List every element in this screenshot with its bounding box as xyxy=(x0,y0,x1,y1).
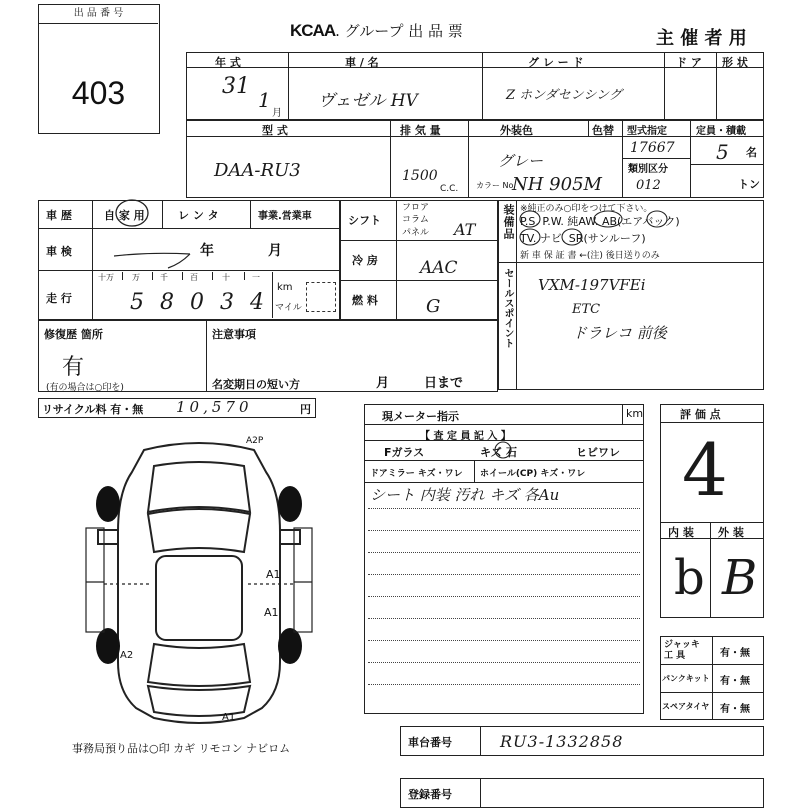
stone-circle-mark xyxy=(492,440,514,460)
shift-value: AT xyxy=(454,220,476,239)
equipment-label: 装備品 xyxy=(502,204,515,240)
mileage-digit: 0 xyxy=(190,290,204,315)
car-name-label: 車 / 名 xyxy=(345,56,379,69)
shift-panel: パネル xyxy=(402,228,430,238)
digit-10k: 万 xyxy=(132,273,140,282)
lot-number-label: 出 品 番 号 xyxy=(39,5,158,24)
car-diagram xyxy=(84,432,314,732)
mileage-label: 走 行 xyxy=(46,292,72,305)
name-change-month: 月 xyxy=(376,376,390,391)
door-label: ド ア xyxy=(676,56,702,69)
mirror-label: ドアミラー キズ・ワレ xyxy=(370,469,463,479)
header-title-text: . グループ 出 品 票 xyxy=(335,22,463,40)
inspection-year-label: 年 xyxy=(200,243,214,259)
organizer-label: 主 催 者 用 xyxy=(656,28,747,49)
history-business: 事業.営業車 xyxy=(258,211,312,222)
private-circle-mark xyxy=(112,196,152,230)
interior-label: 内 装 xyxy=(668,526,694,539)
spare-tire-label: スペアタイヤ xyxy=(662,702,710,711)
damage-mark: A1 xyxy=(264,606,279,619)
interior-value: b xyxy=(674,550,705,606)
meter-unit: km xyxy=(626,407,644,420)
era-year: 31 xyxy=(222,74,250,99)
ac-value: AAC xyxy=(420,258,458,278)
recycle-value: 10,570 xyxy=(176,398,253,416)
color-no-label: カラー No. xyxy=(476,181,516,190)
model-label: 型 式 xyxy=(262,124,288,137)
equipment-line-3: 新 車 保 証 書 ←(注) 後日送りのみ xyxy=(520,251,660,261)
cc-unit: C.C. xyxy=(440,184,459,194)
shift-label: シフト xyxy=(348,214,381,227)
history-rental: レ ン タ xyxy=(178,209,219,222)
color-no-value: NH 905M xyxy=(512,174,602,195)
equipment-line-2: TV. ナビ. SR(サンルーフ) xyxy=(520,232,646,245)
glass-scratch: キズ xyxy=(480,446,502,459)
grade-value: Z ホンダセンシング xyxy=(506,88,622,103)
km-label: km xyxy=(277,282,293,293)
digit-100: 百 xyxy=(190,273,198,282)
exterior-label: 外 装 xyxy=(718,526,744,539)
shape-label: 形 状 xyxy=(722,56,748,69)
type-designation-label: 型式指定 xyxy=(627,126,667,137)
history-label: 車 歴 xyxy=(46,209,72,222)
glass-label: Fガラス xyxy=(384,446,425,459)
lot-number: 403 xyxy=(71,75,126,111)
glass-crack: ヒビワレ xyxy=(576,446,620,459)
notes-label: 注意事項 xyxy=(212,328,256,341)
inspection-dash-mark xyxy=(110,244,220,274)
displacement-label: 排 気 量 xyxy=(400,124,441,137)
sales-point-line: ETC xyxy=(572,302,601,317)
damage-mark: A2P xyxy=(246,436,264,446)
class-value: 012 xyxy=(636,178,661,193)
shift-column: コラム xyxy=(402,215,429,225)
shift-floor: フロア xyxy=(402,203,430,213)
inspection-month-label: 月 xyxy=(268,243,282,259)
mile-checkbox[interactable] xyxy=(306,282,336,312)
year-label: 年 式 xyxy=(215,56,241,69)
digit-1: 一 xyxy=(252,273,260,282)
name-change-label: 名変期日の短い方 xyxy=(212,378,300,391)
score-value: 4 xyxy=(682,428,728,512)
inspector-label: 【 査 定 員 記 入 】 xyxy=(420,431,511,442)
equipment-circle-marks xyxy=(516,208,764,248)
color-label: 外装色 xyxy=(500,124,533,137)
puncture-kit-label: パンクキット xyxy=(662,674,710,683)
wheel-label: ホイール(CP) キズ・ワレ xyxy=(480,469,586,479)
inspector-note: シート 内装 汚れ キズ 各Au xyxy=(370,486,560,504)
mileage-digit: 4 xyxy=(250,290,264,315)
fuel-label: 燃 料 xyxy=(352,294,378,307)
sales-point-label: セールスポイント xyxy=(502,268,513,348)
mile-label: マイル xyxy=(275,303,302,313)
puncture-kit-value: 有・無 xyxy=(720,676,750,687)
equipment-note: ※純正のみ○印をつけて下さい。 xyxy=(520,204,653,214)
repair-note: (有の場合は○印を) xyxy=(46,383,124,393)
month-value: 1 xyxy=(258,88,271,112)
model-value: DAA-RU3 xyxy=(214,160,301,181)
displacement-value: 1500 xyxy=(402,168,438,184)
meter-label: 現メーター指示 xyxy=(382,410,459,423)
damage-mark: A1 xyxy=(266,568,281,581)
brand-logo: KCAA xyxy=(290,21,336,40)
damage-mark: A2 xyxy=(120,650,134,661)
exterior-value: B xyxy=(722,550,758,606)
fuel-value: G xyxy=(426,296,441,317)
color-value: グレー xyxy=(498,152,544,170)
sales-point-line: ドラレコ 前後 xyxy=(572,324,667,342)
inspection-label: 車 検 xyxy=(46,245,72,258)
mileage-digit: 3 xyxy=(220,290,234,315)
chassis-value: RU3-1332858 xyxy=(500,732,624,751)
diagram-footer: 事務局預り品は○印 カギ リモコン ナビロム xyxy=(72,742,291,755)
chassis-label: 車台番号 xyxy=(408,736,452,749)
repair-label: 修復歴 箇所 xyxy=(44,328,103,341)
registration-box xyxy=(400,778,764,808)
glass-stone: 石 xyxy=(506,446,517,459)
ton-unit: トン xyxy=(738,178,760,191)
name-change-day: 日まで xyxy=(424,376,464,391)
registration-label: 登録番号 xyxy=(408,788,452,801)
header-title xyxy=(290,20,463,41)
sales-point-line: VXM-197VFEi xyxy=(538,276,646,294)
mileage-digit: 5 xyxy=(130,290,144,315)
damage-mark: A1 xyxy=(222,712,236,723)
score-label: 評 価 点 xyxy=(680,408,721,421)
capacity-label: 定員・積載 xyxy=(696,126,746,137)
jack-label: ジャッキ 工 具 xyxy=(664,640,700,661)
digit-10: 十 xyxy=(222,273,230,282)
history-private: 自 家 用 xyxy=(104,209,145,222)
equipment-line-1: P.S. P.W. 純AW. AB(エアバック) xyxy=(520,215,680,228)
recycle-label: リサイクル料 有・無 xyxy=(42,403,144,416)
recycle-unit: 円 xyxy=(300,403,311,416)
jack-value: 有・無 xyxy=(720,648,750,659)
grade-label: グ レ ー ド xyxy=(528,56,584,69)
capacity-value: 5 xyxy=(716,140,729,164)
capacity-unit: 名 xyxy=(746,146,757,159)
digit-1k: 千 xyxy=(160,273,168,282)
class-label: 類別区分 xyxy=(628,164,668,175)
type-designation-value: 17667 xyxy=(630,140,675,156)
ac-label: 冷 房 xyxy=(352,254,378,267)
month-suffix: 月 xyxy=(272,108,282,119)
digit-100k: 十万 xyxy=(98,273,114,282)
car-name-value: ヴェゼル HV xyxy=(318,91,418,111)
lot-number-box xyxy=(38,4,160,134)
mileage-digit: 8 xyxy=(160,290,174,315)
spare-tire-value: 有・無 xyxy=(720,704,750,715)
repair-value: 有 xyxy=(62,355,85,380)
color-change-label: 色替 xyxy=(592,124,614,137)
